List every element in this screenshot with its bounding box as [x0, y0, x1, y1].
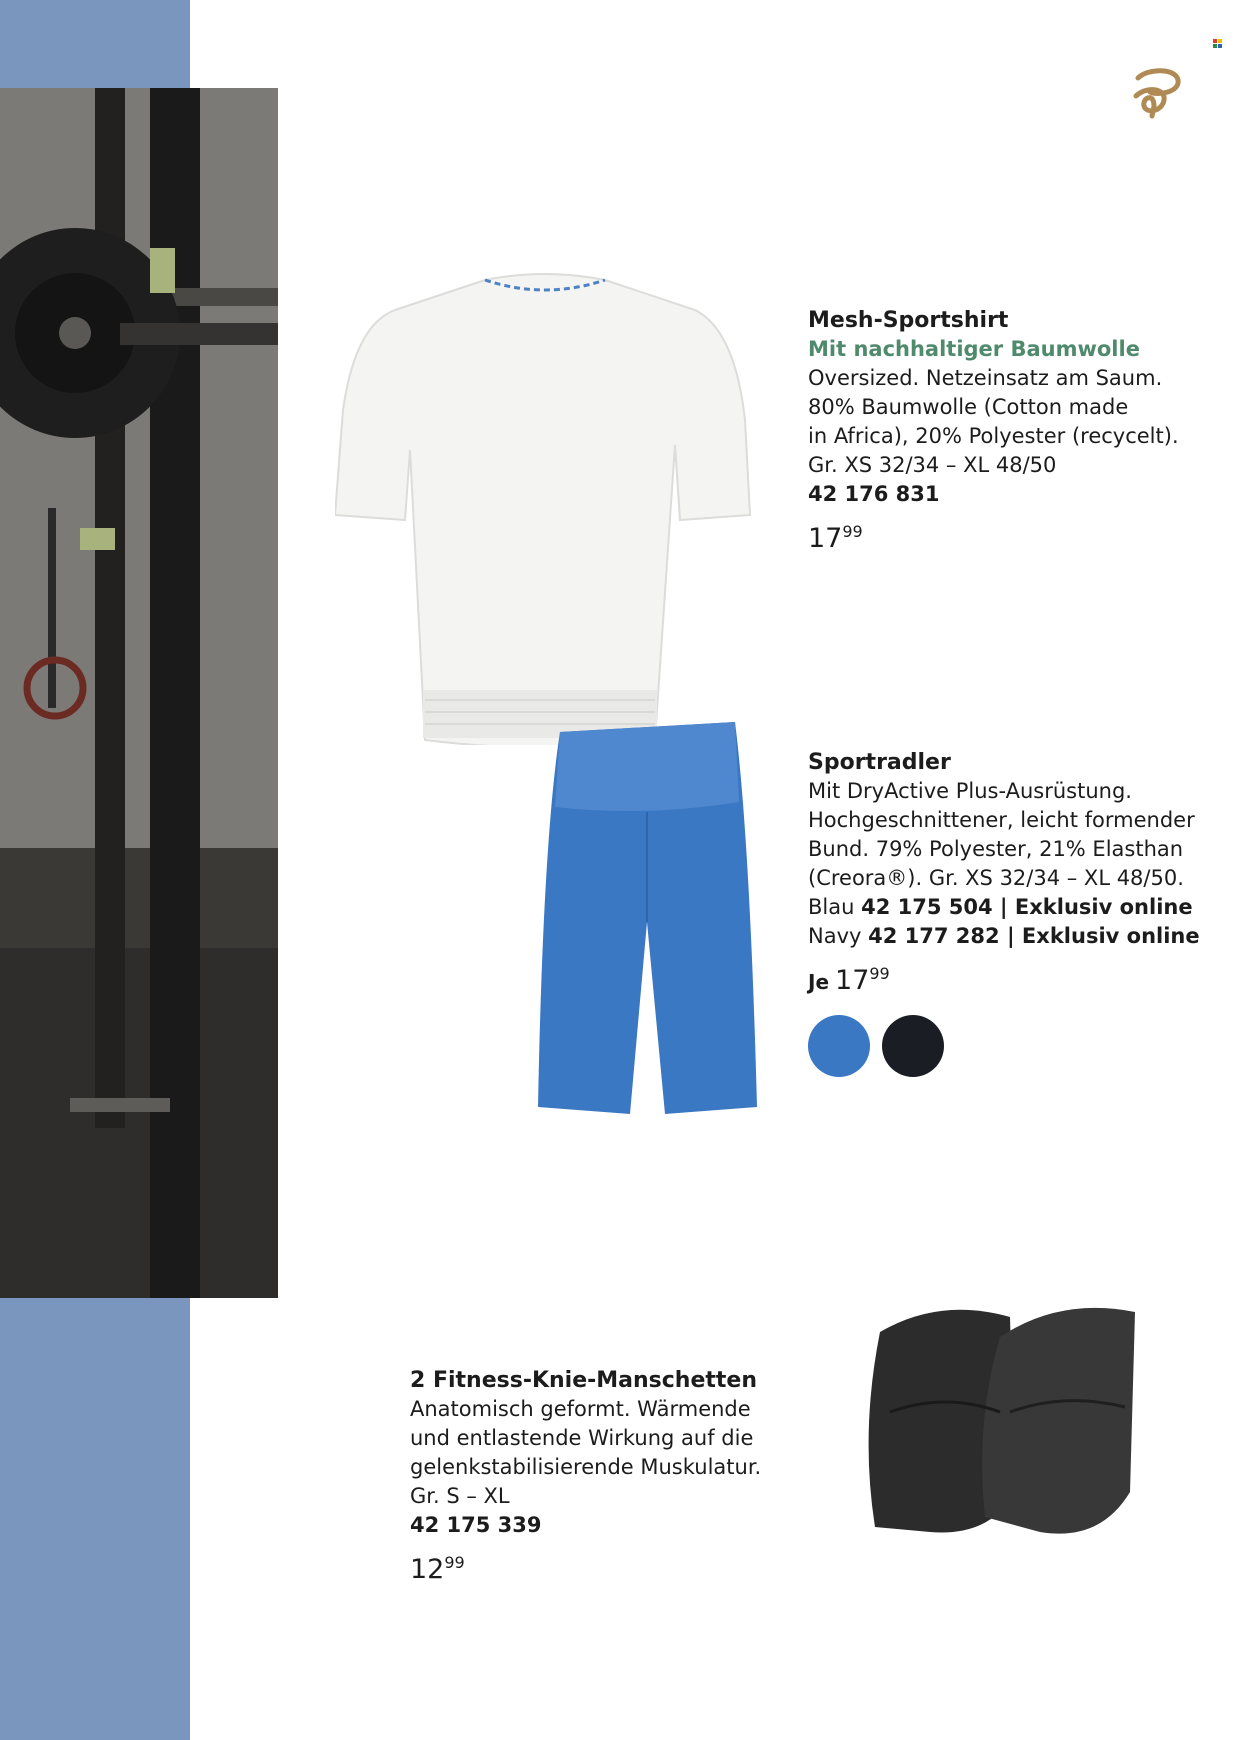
product-mesh-sportshirt	[808, 306, 1179, 556]
article-number: 42 175 339	[410, 1513, 542, 1537]
variant-color: Blau	[808, 895, 855, 919]
gym-photo	[0, 88, 278, 1298]
price	[410, 1546, 761, 1587]
product-desc-line: gelenkstabilisierende Muskulatur.	[410, 1455, 762, 1479]
product-title: 2 Fitness-Knie-Manschetten	[410, 1368, 757, 1393]
shorts-image	[535, 722, 760, 1117]
variant-article: 42 177 282 | Exklusiv online	[868, 924, 1200, 948]
product-title: Mesh-Sportshirt	[808, 308, 1009, 333]
variant-article: 42 175 504 | Exklusiv online	[861, 895, 1193, 919]
color-dots-icon	[1213, 34, 1223, 44]
price-main: 17	[835, 965, 870, 996]
product-desc-line: Gr. XS 32/34 – XL 48/50	[808, 453, 1057, 477]
price-cents: 99	[842, 522, 863, 541]
product-desc-line: Oversized. Netzeinsatz am Saum.	[808, 366, 1163, 390]
price-prefix: Je	[808, 970, 830, 994]
price	[808, 515, 1179, 556]
product-desc-line: in Africa), 20% Polyester (recycelt).	[808, 424, 1179, 448]
variant-color: Navy	[808, 924, 862, 948]
product-desc-line: (Creora®). Gr. XS 32/34 – XL 48/50.	[808, 866, 1184, 890]
variant-line	[808, 922, 1200, 951]
price-main: 17	[808, 523, 843, 554]
product-title: Sportradler	[808, 750, 951, 775]
product-desc-line: Gr. S – XL	[410, 1484, 510, 1508]
price-cents: 99	[444, 1553, 465, 1572]
brand-logo-icon	[1128, 62, 1188, 122]
product-subtitle: Mit nachhaltiger Baumwolle	[808, 337, 1140, 361]
shirt-image	[335, 270, 755, 745]
product-desc-line: Bund. 79% Polyester, 21% Elasthan	[808, 837, 1184, 861]
price-cents: 99	[869, 964, 890, 983]
product-knie-manschetten	[410, 1366, 761, 1587]
product-sportradler	[808, 748, 1200, 999]
knee-sleeves-image	[850, 1292, 1145, 1542]
article-number: 42 176 831	[808, 482, 940, 506]
variant-line	[808, 893, 1200, 922]
price-main: 12	[410, 1554, 445, 1585]
product-desc-line: Mit DryActive Plus-Ausrüstung.	[808, 779, 1132, 803]
swatch-navy	[882, 1015, 944, 1077]
product-desc-line: Hochgeschnittener, leicht formender	[808, 808, 1195, 832]
product-desc-line: Anatomisch geformt. Wärmende	[410, 1397, 751, 1421]
swatch-blau	[808, 1015, 870, 1077]
product-desc-line: und entlastende Wirkung auf die	[410, 1426, 754, 1450]
price	[808, 957, 1200, 999]
product-desc-line: 80% Baumwolle (Cotton made	[808, 395, 1129, 419]
